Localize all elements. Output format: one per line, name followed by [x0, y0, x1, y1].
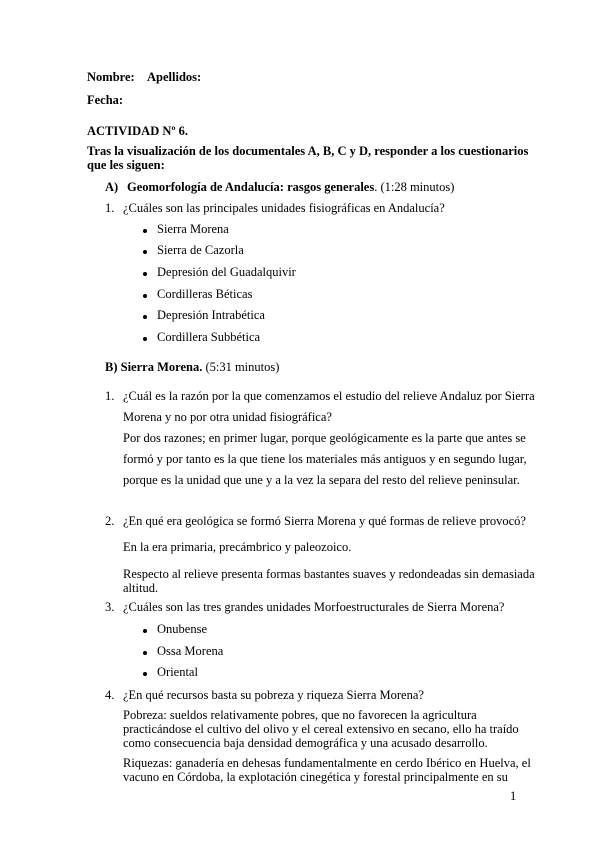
- list-item: Sierra Morena: [157, 222, 229, 236]
- list-item: Depresión Intrabética: [157, 308, 265, 322]
- list-item: Sierra de Cazorla: [157, 243, 244, 257]
- list-item: Onubense: [157, 622, 207, 636]
- answer-line-1: Por dos razones; en primer lugar, porque geológicamente es la parte que antes se: [123, 431, 526, 445]
- bullet-icon: [143, 315, 147, 319]
- instructions-line-2: que les siguen:: [87, 158, 165, 172]
- question-number: 4.: [105, 688, 115, 702]
- question-number: 1.: [105, 201, 115, 215]
- answer-line: vacuno en Córdoba, la explotación cinegética y forestal principalmente en su: [123, 770, 508, 784]
- section-b-duration: (5:31 minutos): [202, 360, 280, 374]
- question-text-line-1: ¿Cuál es la razón por la que comenzamos el estudio del relieve Andaluz por Sierra: [123, 389, 535, 403]
- answer-line-3: porque es la unidad que une y a la vez la separa del resto del relieve peninsular.: [123, 473, 520, 487]
- section-b-heading: [105, 360, 279, 375]
- instructions-line-1: Tras la visualización de los documentales A, B, C y D, responder a los cuestionarios: [87, 144, 529, 158]
- list-item: Depresión del Guadalquivir: [157, 265, 296, 279]
- apellidos-label: Apellidos:: [147, 70, 202, 84]
- bullet-icon: [143, 672, 147, 676]
- answer-line: Respecto al relieve presenta formas bastantes suaves y redondeadas sin demasiada: [123, 567, 535, 581]
- question-text: ¿En qué era geológica se formó Sierra Morena y qué formas de relieve provocó?: [123, 514, 526, 528]
- section-a-marker: A): [105, 180, 119, 194]
- answer-line: como consecuencia baja densidad demográfica y una acusado desarrollo.: [123, 736, 488, 750]
- list-item: Oriental: [157, 665, 198, 679]
- bullet-icon: [143, 250, 147, 254]
- bullet-icon: [143, 229, 147, 233]
- list-item: Cordilleras Béticas: [157, 287, 253, 301]
- section-b-title: B) Sierra Morena.: [105, 360, 203, 374]
- question-number: 1.: [105, 389, 115, 403]
- page-number: 1: [510, 789, 517, 803]
- answer-line: Riquezas: ganadería en dehesas fundamentalmente en cerdo Ibérico en Huelva, el: [123, 756, 531, 770]
- bullet-icon: [143, 651, 147, 655]
- answer-line: En la era primaria, precámbrico y paleozoico.: [123, 540, 352, 554]
- bullet-icon: [143, 629, 147, 633]
- answer-line: Pobreza: sueldos relativamente pobres, que no favorecen la agricultura: [123, 708, 477, 722]
- question-text-line-2: Morena y no por otra unidad fisiográfica?: [123, 410, 332, 424]
- list-item: Cordillera Subbética: [157, 330, 261, 344]
- answer-line: practicándose el cultivo del olivo y el cereal extensivo en secano, ello ha traído: [123, 722, 519, 736]
- bullet-icon: [143, 294, 147, 298]
- list-item: Ossa Morena: [157, 644, 224, 658]
- question-text: ¿Cuáles son las tres grandes unidades Morfoestructurales de Sierra Morena?: [123, 600, 505, 614]
- fecha-label: Fecha:: [87, 93, 124, 107]
- question-text: ¿En qué recursos basta su pobreza y riqueza Sierra Morena?: [123, 688, 424, 702]
- question-number: 2.: [105, 514, 115, 528]
- section-a-duration: . (1:28 minutos): [374, 180, 455, 194]
- question-number: 3.: [105, 600, 115, 614]
- section-a-heading: [127, 180, 454, 195]
- answer-line: altitud.: [123, 581, 159, 595]
- answer-line-2: formó y por tanto es la que tiene los materiales más antiguos y en segundo lugar,: [123, 452, 527, 466]
- activity-title: ACTIVIDAD Nº 6.: [87, 124, 189, 138]
- bullet-icon: [143, 272, 147, 276]
- nombre-label: Nombre:: [87, 70, 135, 84]
- section-a-title: Geomorfología de Andalucía: rasgos generales: [127, 180, 375, 194]
- question-text: ¿Cuáles son las principales unidades fisiográficas en Andalucía?: [123, 201, 445, 215]
- bullet-icon: [143, 337, 147, 341]
